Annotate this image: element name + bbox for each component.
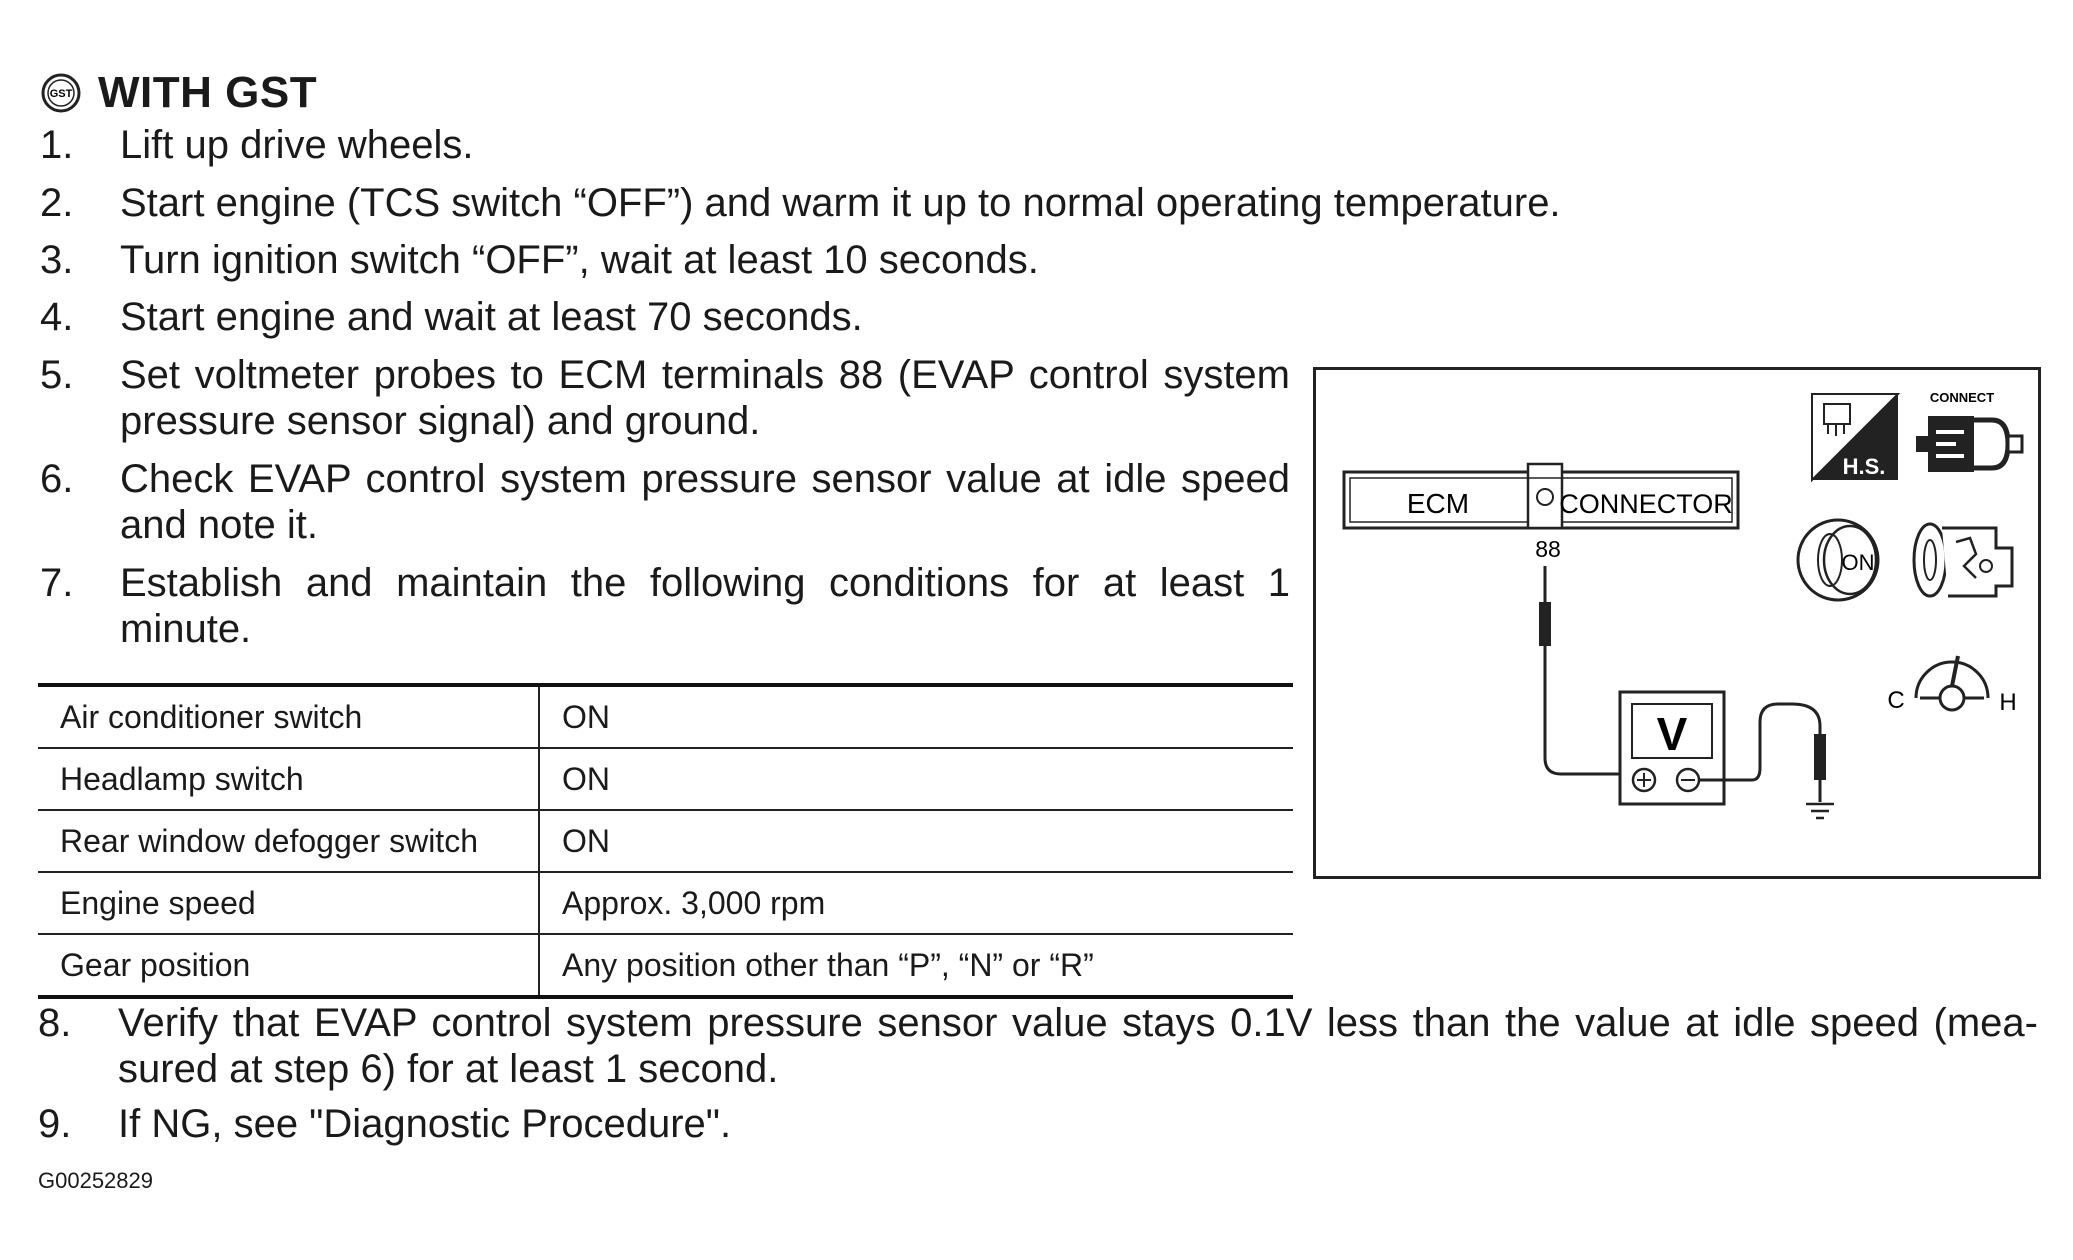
section-heading: [40, 68, 317, 118]
table-row: [38, 810, 1293, 872]
ignition-on-icon: [1798, 520, 1878, 600]
table-row: [38, 748, 1293, 810]
gst-icon: [40, 72, 82, 114]
temp-hot-label: H: [1999, 689, 2017, 716]
table-row: [38, 685, 1293, 748]
condition-value: ON: [539, 748, 1293, 810]
condition-value: Approx. 3,000 rpm: [539, 872, 1293, 934]
conditions-table: [38, 683, 1293, 999]
table-row: [38, 872, 1293, 934]
temperature-gauge-icon: [1887, 656, 2016, 716]
voltmeter-label: V: [1656, 708, 1688, 760]
voltmeter: [1620, 692, 1724, 804]
wiring-diagram: [1313, 367, 2041, 879]
temp-cold-label: C: [1887, 687, 1905, 714]
ecm-connector: [1344, 464, 1738, 528]
engine-icon: [1914, 524, 2012, 596]
condition-value: ON: [539, 810, 1293, 872]
ecm-label: ECM: [1406, 488, 1470, 519]
step-8: 8. Verify that EVAP control system pressure sensor value stays 0.1V less than the value at idle speed (mea- sured at step 6) for at least 1 second.: [38, 1001, 2038, 1091]
ignition-on-label: ON: [1841, 550, 1875, 575]
step-5: 5. Set voltmeter probes to ECM terminals 88 (EVAP control system pressure sensor signal) and ground.: [40, 353, 1290, 443]
gst-badge-text: GST: [49, 88, 73, 100]
terminal-number: 88: [1535, 536, 1561, 562]
connector-label: CONNECTOR: [1559, 489, 1733, 519]
harness-side-icon: [1812, 394, 1898, 480]
ground-icon: [1806, 804, 1834, 818]
connect-label: CONNECT: [1929, 390, 1995, 405]
condition-item: Air conditioner switch: [38, 685, 539, 748]
document-id: G00252829: [38, 1168, 153, 1193]
condition-item: Gear position: [38, 934, 539, 997]
step-6: 6. Check EVAP control system pressure sensor value at idle speed and note it.: [40, 457, 1290, 547]
connect-icon: [1916, 390, 2022, 472]
condition-item: Headlamp switch: [38, 748, 539, 810]
condition-item: Rear window defogger switch: [38, 810, 539, 872]
step-7: 7. Establish and maintain the following conditions for at least 1 minute.: [40, 561, 1290, 651]
condition-value: Any position other than “P”, “N” or “R”: [539, 934, 1293, 997]
hs-label: H.S.: [1842, 454, 1886, 479]
condition-value: ON: [539, 685, 1293, 748]
page-title: WITH GST: [98, 68, 318, 117]
table-row: [38, 934, 1293, 997]
condition-item: Engine speed: [38, 872, 539, 934]
